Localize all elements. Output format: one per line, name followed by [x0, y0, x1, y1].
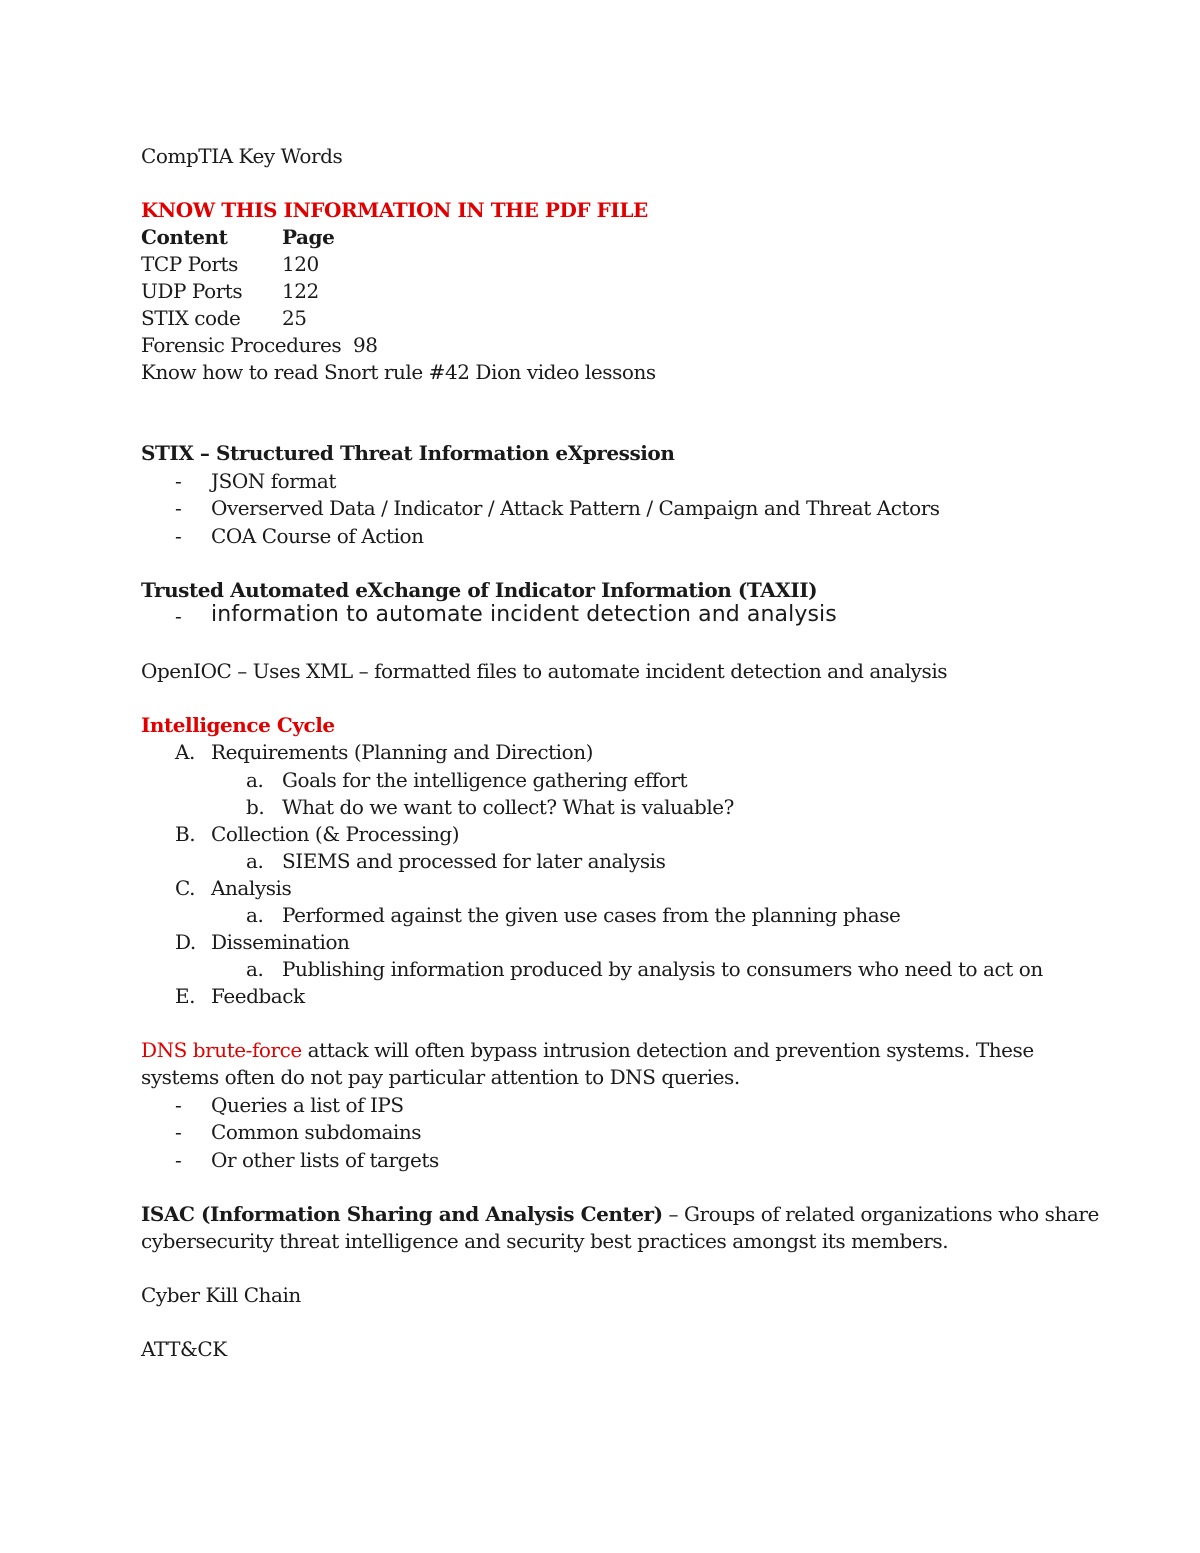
stix-bullet: JSON format	[211, 469, 336, 493]
step-label: Analysis	[211, 876, 292, 900]
step-marker: A.	[175, 740, 195, 764]
table-row-content: STIX code	[141, 306, 241, 330]
dns-bullet: Queries a list of IPS	[211, 1093, 404, 1117]
intel-heading: Intelligence Cycle	[141, 713, 335, 737]
dns-paragraph-line1	[141, 1040, 1034, 1060]
step-label: Collection (& Processing)	[211, 822, 460, 846]
substep-marker: a.	[246, 768, 264, 792]
step-label: Feedback	[211, 984, 305, 1008]
bullet-dash: -	[175, 604, 182, 628]
table-row-page: 120	[282, 252, 319, 276]
isac-text: – Groups of related organizations who share	[662, 1202, 1099, 1226]
bullet-dash: -	[175, 1120, 182, 1144]
stix-bullet: COA Course of Action	[211, 524, 424, 548]
taxii-heading: Trusted Automated eXchange of Indicator Information (TAXII)	[141, 578, 818, 602]
substep-label: What do we want to collect? What is valuable?	[282, 795, 734, 819]
kill-chain-line: Cyber Kill Chain	[141, 1283, 301, 1307]
step-marker: C.	[175, 876, 196, 900]
document-title: CompTIA Key Words	[141, 144, 343, 168]
substep-marker: a.	[246, 957, 264, 981]
snort-note: Know how to read Snort rule #42 Dion video lessons	[141, 360, 656, 384]
substep-marker: b.	[246, 795, 265, 819]
know-heading: KNOW THIS INFORMATION IN THE PDF FILE	[141, 198, 648, 222]
step-label: Dissemination	[211, 930, 350, 954]
table-row-page: 25	[282, 306, 307, 330]
stix-bullet: Overserved Data / Indicator / Attack Pattern / Campaign and Threat Actors	[211, 496, 940, 520]
taxii-bullet: information to automate incident detection and analysis	[211, 602, 837, 627]
table-row-content: UDP Ports	[141, 279, 243, 303]
dns-paragraph-line2: systems often do not pay particular attention to DNS queries.	[141, 1065, 740, 1089]
attck-line: ATT&CK	[141, 1337, 227, 1361]
isac-paragraph-line2: cybersecurity threat intelligence and security best practices amongst its members.	[141, 1229, 949, 1253]
substep-label: Goals for the intelligence gathering effort	[282, 768, 688, 792]
bullet-dash: -	[175, 524, 182, 548]
isac-term: ISAC (Information Sharing and Analysis Center)	[141, 1202, 663, 1226]
bullet-dash: -	[175, 496, 182, 520]
substep-label: Publishing information produced by analysis to consumers who need to act on	[282, 957, 1043, 981]
dns-bullet: Common subdomains	[211, 1120, 422, 1144]
table-row-content: Forensic Procedures	[141, 333, 342, 357]
stix-heading: STIX – Structured Threat Information eXpression	[141, 441, 675, 465]
bullet-dash: -	[175, 1148, 182, 1172]
isac-paragraph-line1	[141, 1204, 1099, 1224]
table-row-content: TCP Ports	[141, 252, 238, 276]
step-marker: B.	[175, 822, 196, 846]
dns-text: attack will often bypass intrusion detection and prevention systems. These	[301, 1038, 1034, 1062]
step-label: Requirements (Planning and Direction)	[211, 740, 593, 764]
dns-term: DNS brute-force	[141, 1038, 302, 1062]
substep-marker: a.	[246, 903, 264, 927]
table-header-content: Content	[141, 225, 228, 249]
substep-label: Performed against the given use cases from the planning phase	[282, 903, 901, 927]
openioc-line: OpenIOC – Uses XML – formatted files to automate incident detection and analysis	[141, 659, 948, 683]
step-marker: E.	[175, 984, 196, 1008]
table-row-page: 122	[282, 279, 319, 303]
step-marker: D.	[175, 930, 196, 954]
dns-bullet: Or other lists of targets	[211, 1148, 439, 1172]
substep-label: SIEMS and processed for later analysis	[282, 849, 666, 873]
bullet-dash: -	[175, 1093, 182, 1117]
table-row-page: 98	[353, 333, 378, 357]
table-header-page: Page	[282, 225, 335, 249]
bullet-dash: -	[175, 469, 182, 493]
substep-marker: a.	[246, 849, 264, 873]
